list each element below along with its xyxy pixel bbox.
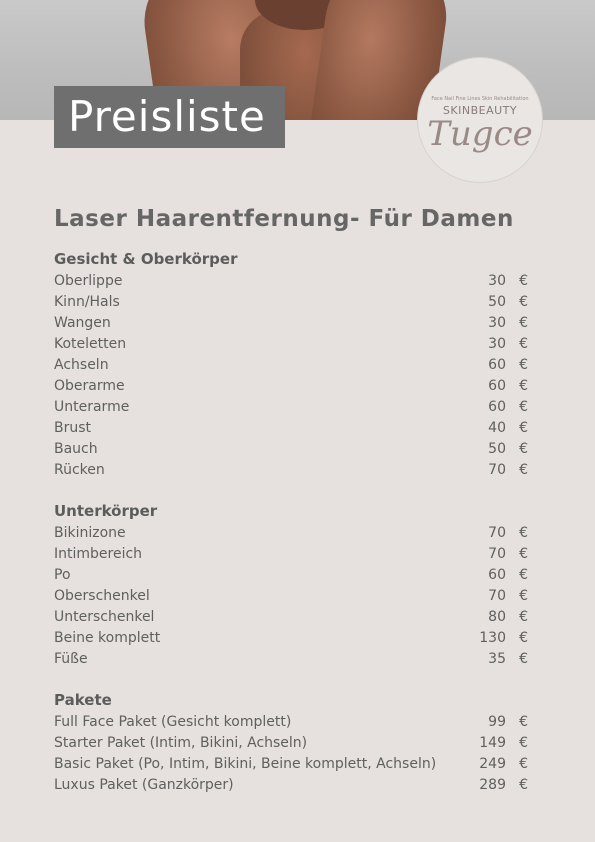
- item-name: Bauch: [54, 441, 98, 457]
- currency-symbol: €: [519, 378, 528, 394]
- currency-symbol: €: [519, 714, 528, 730]
- currency-symbol: €: [519, 630, 528, 646]
- item-name: Beine komplett: [54, 630, 161, 646]
- item-price: 30: [488, 315, 506, 331]
- item-name: Unterarme: [54, 399, 130, 415]
- price-row: [54, 399, 528, 420]
- item-price: 60: [488, 399, 506, 415]
- price-row: [54, 777, 528, 798]
- currency-symbol: €: [519, 525, 528, 541]
- item-name: Intimbereich: [54, 546, 143, 562]
- price-row: [54, 462, 528, 483]
- item-price: 30: [488, 273, 506, 289]
- price-row: [54, 357, 528, 378]
- item-name: Full Face Paket (Gesicht komplett): [54, 714, 292, 730]
- item-name: Brust: [54, 420, 92, 436]
- item-price: 70: [488, 588, 506, 604]
- price-row: [54, 714, 528, 735]
- item-price: 35: [488, 651, 506, 667]
- item-price: 289: [479, 777, 506, 793]
- currency-symbol: €: [519, 273, 528, 289]
- item-name: Bikinizone: [54, 525, 126, 541]
- item-price: 130: [479, 630, 506, 646]
- price-row: [54, 420, 528, 441]
- item-price: 50: [488, 441, 506, 457]
- logo-script: Tugce: [427, 114, 533, 154]
- item-price: 60: [488, 567, 506, 583]
- item-name: Achseln: [54, 357, 109, 373]
- currency-symbol: €: [519, 588, 528, 604]
- currency-symbol: €: [519, 609, 528, 625]
- currency-symbol: €: [519, 546, 528, 562]
- price-row: [54, 651, 528, 672]
- price-row: [54, 525, 528, 546]
- page-title-box: [54, 86, 285, 148]
- item-price: 70: [488, 462, 506, 478]
- item-name: Füße: [54, 651, 88, 667]
- currency-symbol: €: [519, 735, 528, 751]
- brand-logo: [418, 58, 542, 182]
- item-price: 30: [488, 336, 506, 352]
- price-row: [54, 546, 528, 567]
- price-row: [54, 735, 528, 756]
- currency-symbol: €: [519, 399, 528, 415]
- item-name: Luxus Paket (Ganzkörper): [54, 777, 234, 793]
- item-price: 249: [479, 756, 506, 772]
- price-row: [54, 378, 528, 399]
- item-price: 40: [488, 420, 506, 436]
- item-price: 80: [488, 609, 506, 625]
- item-name: Basic Paket (Po, Intim, Bikini, Beine komplett, Achseln): [54, 756, 437, 772]
- item-name: Po: [54, 567, 71, 583]
- item-name: Kinn/Hals: [54, 294, 120, 310]
- currency-symbol: €: [519, 567, 528, 583]
- price-row: [54, 630, 528, 651]
- currency-symbol: €: [519, 441, 528, 457]
- item-price: 70: [488, 525, 506, 541]
- price-row: [54, 567, 528, 588]
- item-name: Oberarme: [54, 378, 125, 394]
- currency-symbol: €: [519, 462, 528, 478]
- item-price: 70: [488, 546, 506, 562]
- item-price: 99: [488, 714, 506, 730]
- page-title: Preisliste: [68, 92, 266, 141]
- item-name: Oberlippe: [54, 273, 123, 289]
- price-row: [54, 609, 528, 630]
- item-price: 50: [488, 294, 506, 310]
- price-row: [54, 315, 528, 336]
- item-price: 149: [479, 735, 506, 751]
- section-title: Unterkörper: [54, 502, 158, 520]
- currency-symbol: €: [519, 336, 528, 352]
- item-name: Oberschenkel: [54, 588, 150, 604]
- currency-symbol: €: [519, 357, 528, 373]
- item-price: 60: [488, 357, 506, 373]
- currency-symbol: €: [519, 420, 528, 436]
- currency-symbol: €: [519, 756, 528, 772]
- item-name: Unterschenkel: [54, 609, 155, 625]
- currency-symbol: €: [519, 651, 528, 667]
- price-row: [54, 756, 528, 777]
- logo-brand: SKINBEAUTY: [442, 104, 518, 117]
- section-title: Pakete: [54, 691, 112, 709]
- item-name: Starter Paket (Intim, Bikini, Achseln): [54, 735, 308, 751]
- item-name: Koteletten: [54, 336, 127, 352]
- price-row: [54, 588, 528, 609]
- currency-symbol: €: [519, 315, 528, 331]
- section-title: Gesicht & Oberkörper: [54, 250, 238, 268]
- currency-symbol: €: [519, 777, 528, 793]
- price-row: [54, 294, 528, 315]
- item-name: Wangen: [54, 315, 111, 331]
- item-price: 60: [488, 378, 506, 394]
- currency-symbol: €: [519, 294, 528, 310]
- price-row: [54, 273, 528, 294]
- section-heading: Laser Haarentfernung- Für Damen: [54, 206, 514, 232]
- price-row: [54, 441, 528, 462]
- price-row: [54, 336, 528, 357]
- item-name: Rücken: [54, 462, 105, 478]
- logo-tagline: Face Nail Fine Lines Skin Rehabilitation: [431, 96, 529, 102]
